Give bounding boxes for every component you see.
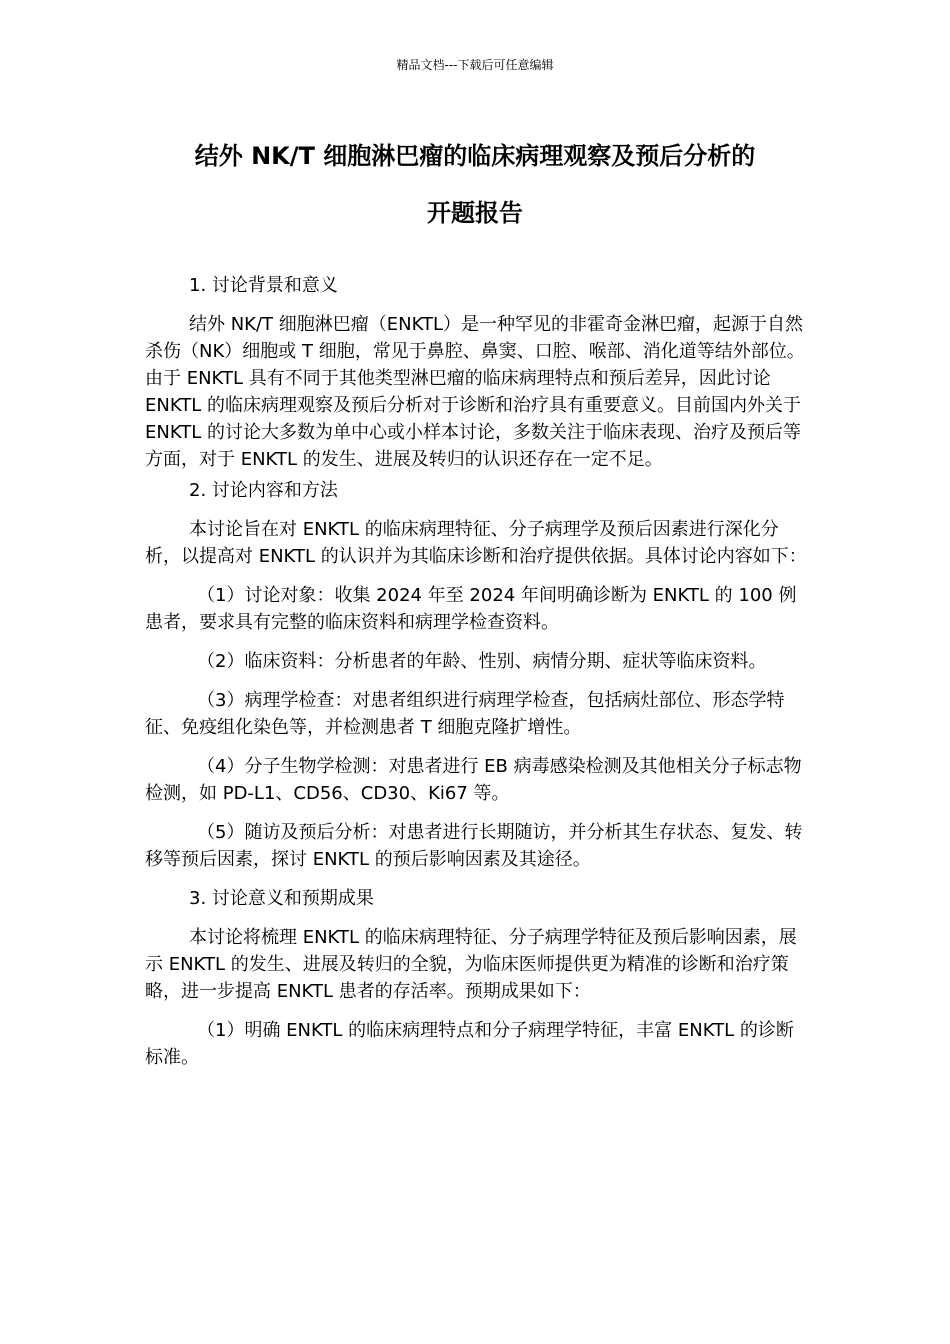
section-2-heading: 2. 讨论内容和方法 <box>189 480 338 501</box>
section-2-item-1: （1）讨论对象：收集 2024 年至 2024 年间明确诊断为 ENKTL 的 100 例患者，要求具有完整的临床资料和病理学检查资料。 <box>145 585 797 633</box>
section-3-paragraph: 本讨论将梳理 ENKTL 的临床病理特征、分子病理学特征及预后影响因素，展示 ENKTL 的发生、进展及转归的全貌，为临床医师提供更为精准的诊断和治疗策略，进一步提高 ENKTL 患者的存活率。预期成果如下： <box>145 927 797 1002</box>
section-2-item-2: （2）临床资料：分析患者的年龄、性别、病情分期、症状等临床资料。 <box>197 651 767 672</box>
page-header: 精品文档---下载后可任意编辑 <box>396 58 554 72</box>
section-1-heading: 1. 讨论背景和意义 <box>189 275 338 296</box>
document-title-line-2: 开题报告 <box>427 199 523 227</box>
section-2-item-5: （5）随访及预后分析：对患者进行长期随访，并分析其生存状态、复发、转移等预后因素，探讨 ENKTL 的预后影响因素及其途径。 <box>145 822 803 870</box>
document-title-line-1: 结外 NK/T 细胞淋巴瘤的临床病理观察及预后分析的 <box>194 142 756 170</box>
section-2-paragraph: 本讨论旨在对 ENKTL 的临床病理特征、分子病理学及预后因素进行深化分析，以提高对 ENKTL 的认识并为其临床诊断和治疗提供依据。具体讨论内容如下： <box>145 519 807 567</box>
section-3-heading: 3. 讨论意义和预期成果 <box>189 888 374 909</box>
section-2-item-3: （3）病理学检查：对患者组织进行病理学检查，包括病灶部位、形态学特征、免疫组化染色等，并检测患者 T 细胞克隆扩增性。 <box>145 690 785 738</box>
section-2-item-4: （4）分子生物学检测：对患者进行 EB 病毒感染检测及其他相关分子标志物检测，如 PD-L1、CD56、CD30、Ki67 等。 <box>145 756 802 804</box>
section-1-paragraph: 结外 NK/T 细胞淋巴瘤（ENKTL）是一种罕见的非霍奇金淋巴瘤，起源于自然杀伤（NK）细胞或 T 细胞，常见于鼻腔、鼻窦、口腔、喉部、消化道等结外部位。由于 ENKTL 具有不同于其他类型淋巴瘤的临床病理特点和预后差异，因此讨论 ENKTL 的临床病理观察及预后分析对于诊断和治疗具有重要意义。目前国内外关于 ENKTL 的讨论大多数为单中心或小样本讨论，多数关注于临床表现、治疗及预后等方面，对于 ENKTL 的发生、进展及转归的认识还存在一定不足。 <box>145 314 805 470</box>
section-3-item-1: （1）明确 ENKTL 的临床病理特点和分子病理学特征，丰富 ENKTL 的诊断标准。 <box>145 1020 794 1068</box>
document-body <box>145 272 807 1071</box>
